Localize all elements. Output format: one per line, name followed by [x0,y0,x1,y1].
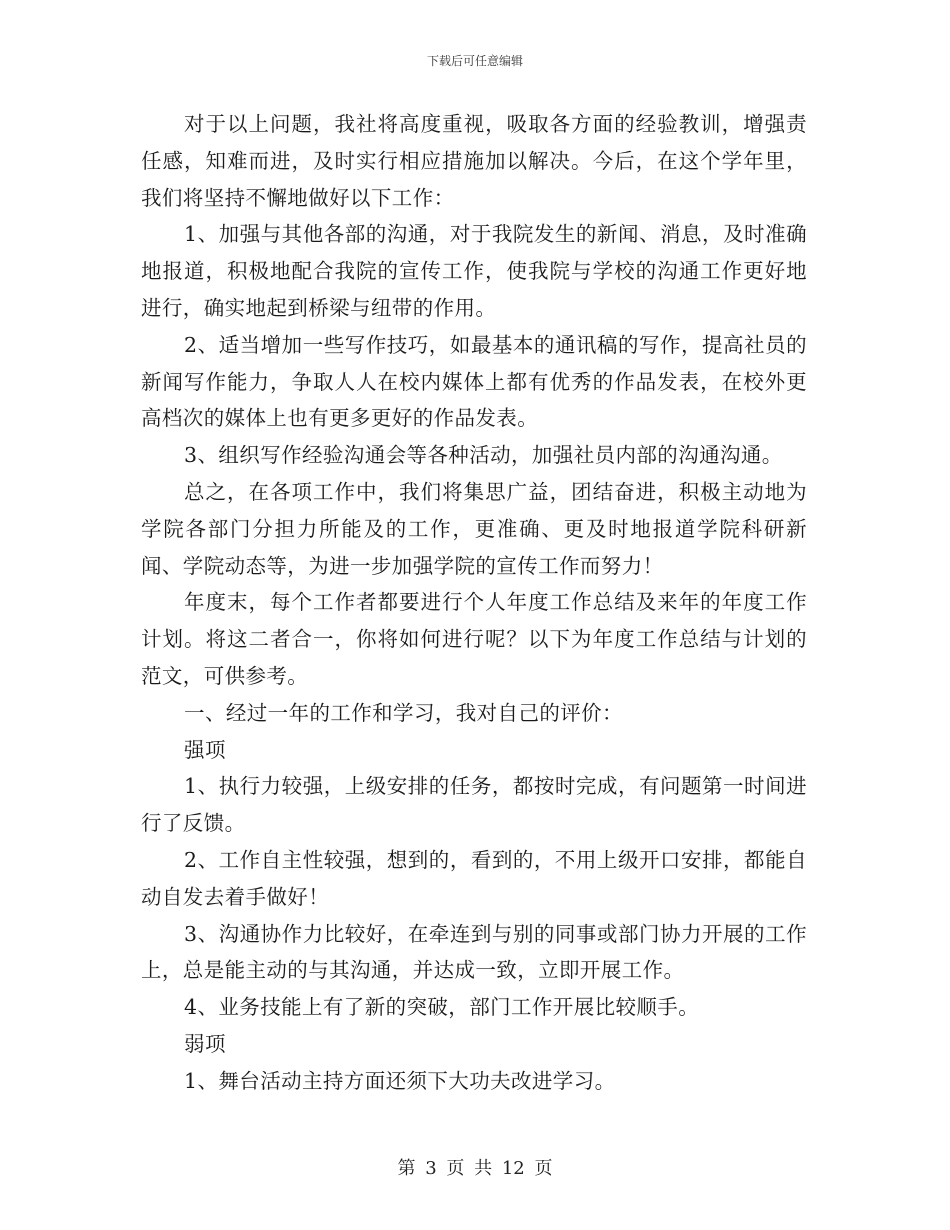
strength-item-2: 2、工作自主性较强，想到的，看到的，不用上级开口安排，都能自动自发去着手做好！ [141,847,807,909]
weakness-item-1: 1、舞台活动主持方面还须下大功夫改进学习。 [184,1068,616,1093]
paragraph-summary: 总之，在各项工作中，我们将集思广益，团结奋进，积极主动地为学院各部门分担力所能及的工作，更准确、更及时地报道学院科研新闻、学院动态等，为进一步加强学院的宣传工作而努力！ [141,479,807,578]
document-body [141,106,807,1100]
page-number-footer: 第 3 页 共 12 页 [397,1158,553,1179]
subheading-weaknesses: 弱项 [184,1031,226,1056]
page-header-note: 下载后可任意编辑 [426,54,523,68]
strength-item-3: 3、沟通协作力比较好，在牵连到与别的同事或部门协力开展的工作上，总是能主动的与其沟通，并达成一致，立即开展工作。 [141,921,807,983]
subheading-strengths: 强项 [184,737,226,762]
paragraph-item-3: 3、组织写作经验沟通会等各种活动，加强社员内部的沟通沟通。 [184,443,783,468]
section-heading-evaluation: 一、经过一年的工作和学习，我对自己的评价： [184,700,623,725]
paragraph-intro: 对于以上问题，我社将高度重视，吸取各方面的经验教训，增强责任感，知难而进，及时实行相应措施加以解决。今后，在这个学年里，我们将坚持不懈地做好以下工作： [141,112,807,210]
paragraph-year-end: 年度末，每个工作者都要进行个人年度工作总结及来年的年度工作计划。将这二者合一，你将如何进行呢？以下为年度工作总结与计划的范文，可供参考。 [141,590,807,688]
paragraph-item-1: 1、加强与其他各部的沟通，对于我院发生的新闻、消息，及时准确地报道，积极地配合我院的宣传工作，使我院与学校的沟通工作更好地进行，确实地起到桥梁与纽带的作用。 [141,222,807,320]
strength-item-4: 4、业务技能上有了新的突破，部门工作开展比较顺手。 [184,995,700,1020]
strength-item-1: 1、执行力较强，上级安排的任务，都按时完成，有问题第一时间进行了反馈。 [141,774,807,836]
paragraph-item-2: 2、适当增加一些写作技巧，如最基本的通讯稿的写作，提高社员的新闻写作能力，争取人人在校内媒体上都有优秀的作品发表，在校外更高档次的媒体上也有更多更好的作品发表。 [141,332,807,431]
